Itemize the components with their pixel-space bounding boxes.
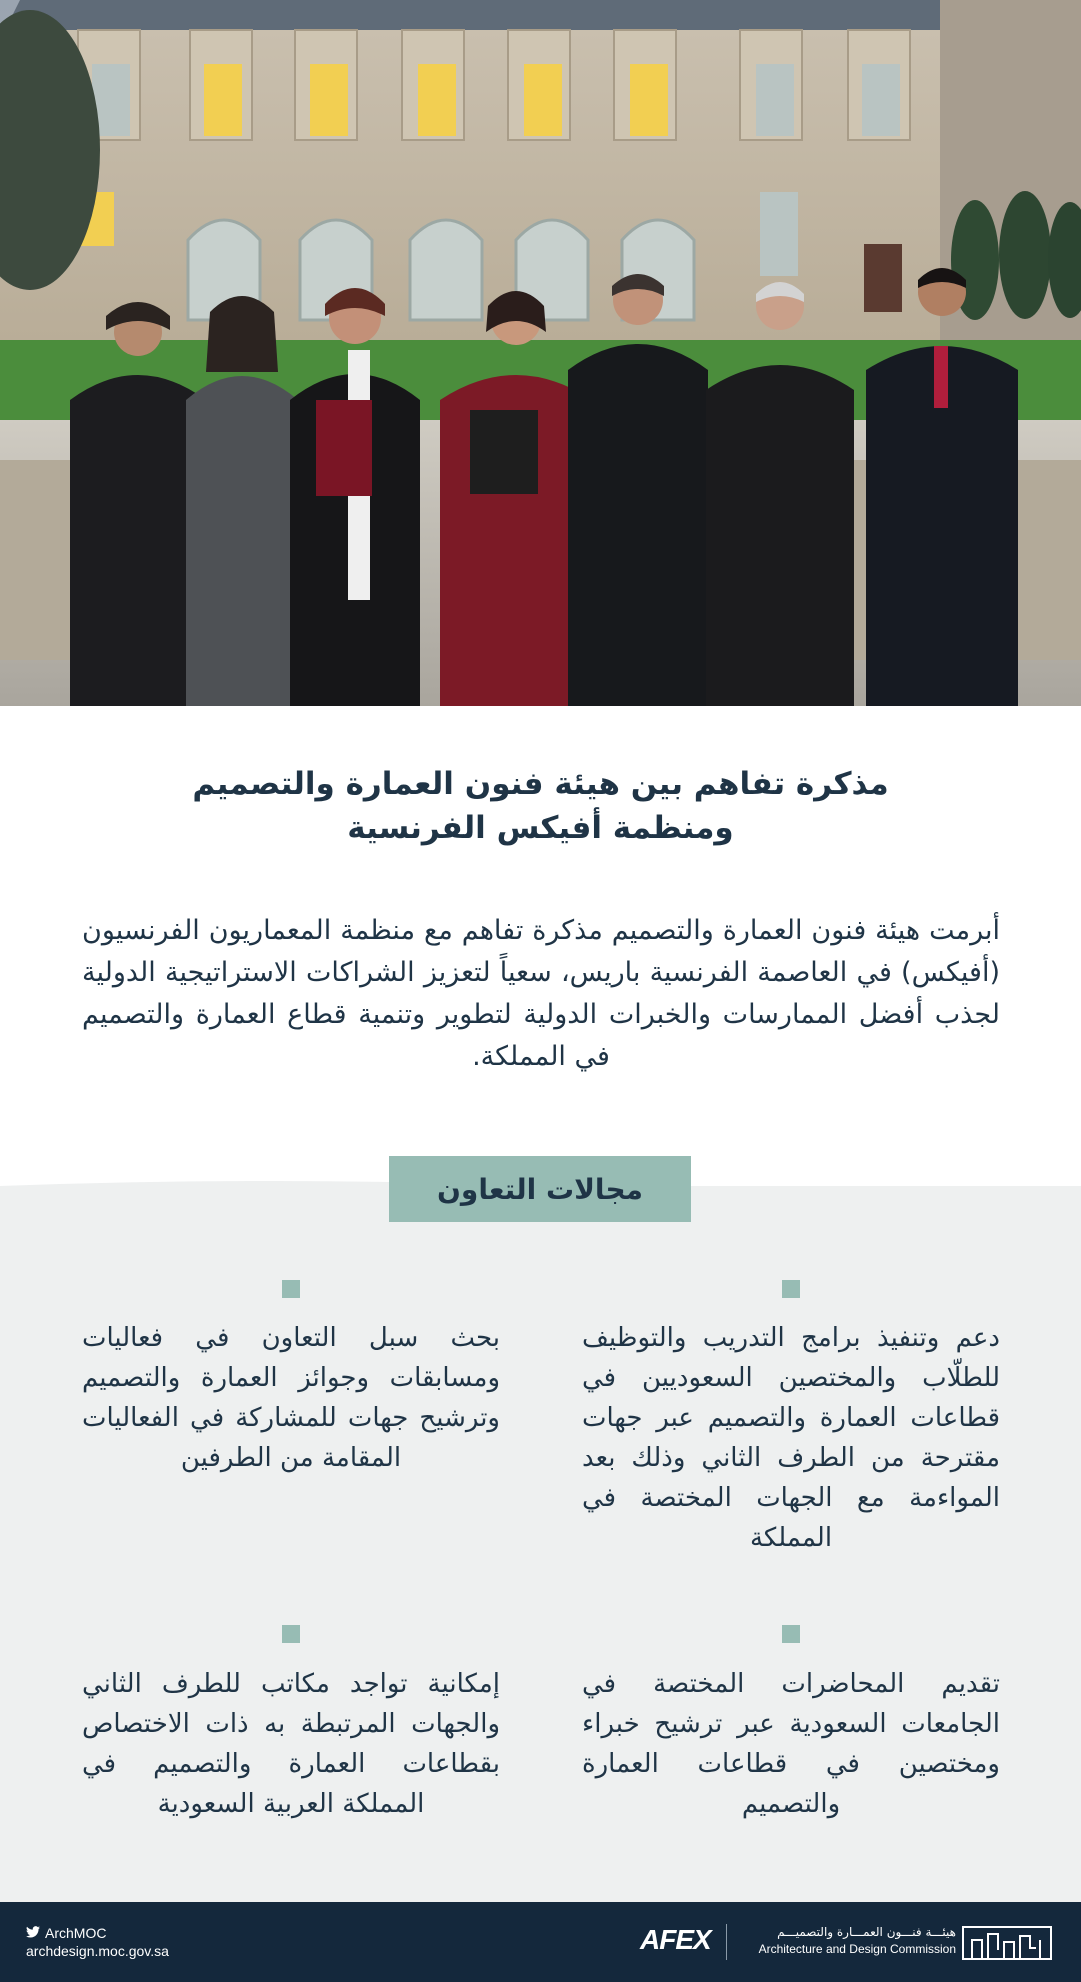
bullet-icon bbox=[282, 1625, 300, 1643]
footer bbox=[0, 1902, 1081, 1982]
twitter-icon bbox=[26, 1924, 40, 1942]
title-line-1: مذكرة تفاهم بين هيئة فنون العمارة والتصميم bbox=[192, 766, 889, 802]
footer-divider bbox=[726, 1924, 727, 1960]
page-title bbox=[0, 762, 1081, 850]
social-handle-row[interactable] bbox=[26, 1924, 169, 1942]
bullet-icon bbox=[782, 1280, 800, 1298]
website-link[interactable]: archdesign.moc.gov.sa bbox=[26, 1943, 169, 1959]
cooperation-item-1: دعم وتنفيذ برامج التدريب والتوظيف للطلّاب والمختصين السعوديين في قطاعات العمارة والتصميم عبر جهات مقترحة من الطرف الثاني وذلك بعد المواءمة مع الجهات المختصة في المملكة bbox=[582, 1323, 1000, 1553]
bullet-icon bbox=[282, 1280, 300, 1298]
social-handle: ArchMOC bbox=[45, 1925, 107, 1941]
footer-social bbox=[26, 1924, 169, 1960]
bullet-icon bbox=[782, 1625, 800, 1643]
commission-name-ar: هيئـــة فنـــون العمـــارة والتصميـــم bbox=[777, 1925, 956, 1939]
section-label-cooperation: مجالات التعاون bbox=[389, 1156, 691, 1222]
title-line-2: ومنظمة أفيكس الفرنسية bbox=[347, 810, 734, 846]
cooperation-item-3: تقديم المحاضرات المختصة في الجامعات السعودية عبر ترشيح خبراء ومختصين في قطاعات العمارة والتصميم bbox=[582, 1669, 1000, 1819]
group-photo-illustration bbox=[0, 0, 1081, 706]
commission-logo-text bbox=[744, 1924, 956, 1958]
cooperation-item-2: بحث سبل التعاون في فعاليات ومسابقات وجوائز العمارة والتصميم وترشيح جهات للمشاركة في الفعاليات المقامة من الطرفين bbox=[82, 1323, 500, 1473]
afex-logo: AFEX bbox=[640, 1924, 711, 1955]
commission-name-en: Architecture and Design Commission bbox=[758, 1942, 956, 1956]
cooperation-item-4: إمكانية تواجد مكاتب للطرف الثاني والجهات المرتبطة به ذات الاختصاص بقطاعات العمارة والتصميم في المملكة العربية السعودية bbox=[82, 1669, 500, 1819]
commission-logo-icon bbox=[962, 1926, 1052, 1960]
hero-photo bbox=[0, 0, 1081, 706]
intro-paragraph: أبرمت هيئة فنون العمارة والتصميم مذكرة تفاهم مع منظمة المعماريون الفرنسيون (أفيكس) في العاصمة الفرنسية باريس، سعياً لتعزيز الشراكات الاستراتيجية الدولية لجذب أفضل الممارسات والخبرات الدولية لتطوير وتنمية قطاع العمارة والتصميم في المملكة. bbox=[82, 915, 1000, 1072]
